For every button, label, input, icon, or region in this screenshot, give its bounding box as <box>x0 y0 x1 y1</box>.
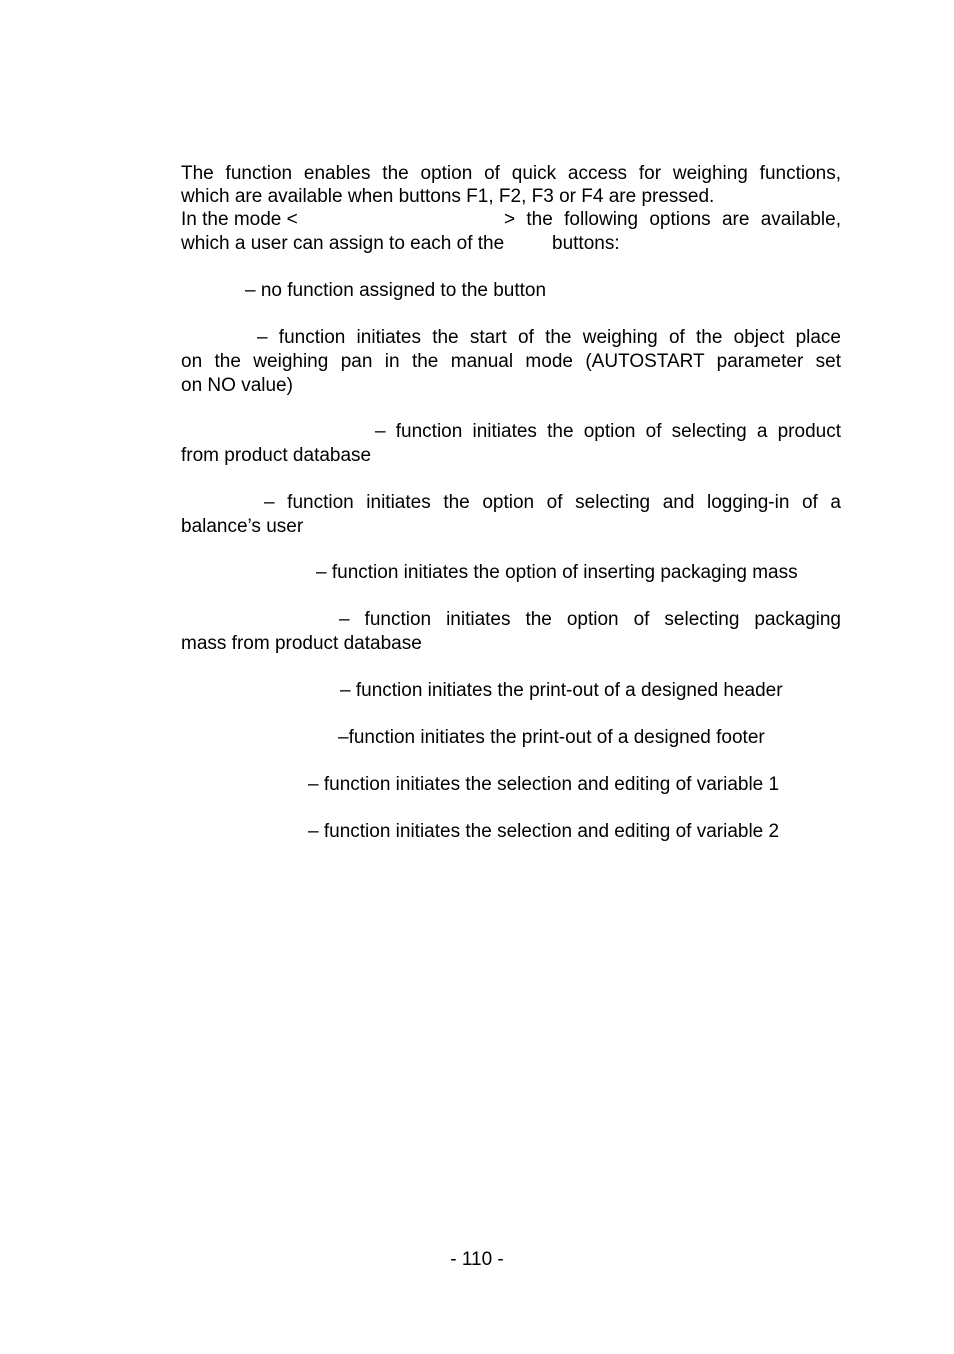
intro-line-3-end: > the following options are available, <box>504 209 841 230</box>
option-8-line-1: –function initiates the print-out of a designed footer <box>338 727 765 748</box>
option-5-line-1: – function initiates the option of inserting packaging mass <box>316 562 798 583</box>
option-10-line-1: – function initiates the selection and editing of variable 2 <box>308 821 780 842</box>
intro-line-3-start: In the mode < <box>181 209 298 230</box>
intro-line-4-start: which a user can assign to each of the <box>181 233 505 254</box>
option-6-line-2: mass from product database <box>181 633 422 654</box>
option-2-line-2: on the weighing pan in the manual mode (AUTOSTART parameter set <box>181 351 841 372</box>
option-2-line-3: on NO value) <box>181 375 293 396</box>
option-2-line-1: – function initiates the start of the weighing of the object place <box>257 327 841 348</box>
intro-line-1: The function enables the option of quick access for weighing functions, <box>181 163 841 184</box>
option-9-line-1: – function initiates the selection and editing of variable 1 <box>308 774 780 795</box>
option-4-line-2: balance’s user <box>181 516 304 537</box>
option-1-line-1: – no function assigned to the button <box>245 280 547 301</box>
option-4-line-1: – function initiates the option of selecting and logging-in of a <box>264 492 841 513</box>
option-3-line-2: from product database <box>181 445 372 466</box>
page-number: - 110 - <box>450 1249 504 1270</box>
option-7-line-1: – function initiates the print-out of a designed header <box>340 680 783 701</box>
intro-line-2: which are available when buttons F1, F2, F3 or F4 are pressed. <box>181 186 715 207</box>
intro-line-4-end: buttons: <box>552 233 620 254</box>
option-3-line-1: – function initiates the option of selecting a product <box>375 421 841 442</box>
option-6-line-1: – function initiates the option of selecting packaging <box>339 609 841 630</box>
